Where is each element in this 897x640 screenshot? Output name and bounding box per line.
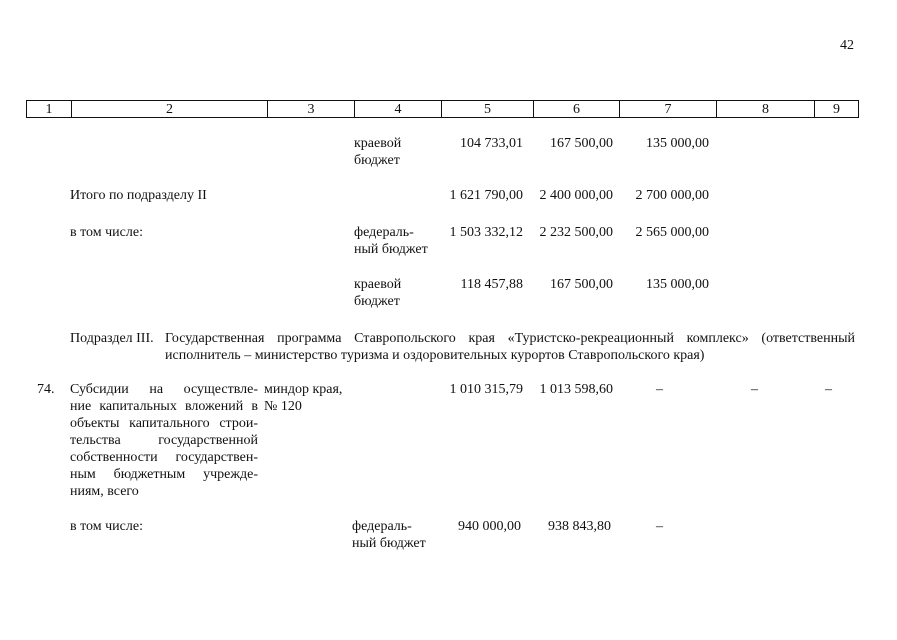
amount-col7: 2 700 000,00 xyxy=(635,188,709,203)
column-header-row xyxy=(26,100,859,118)
column-header-3: 3 xyxy=(268,101,355,118)
amount-col5: 104 733,01 xyxy=(460,136,523,151)
executor-line: миндор края, xyxy=(264,382,343,397)
amount-col9-dash: – xyxy=(825,382,832,397)
row-description: Итого по подразделу II xyxy=(70,188,207,203)
amount-col6: 2 400 000,00 xyxy=(539,188,613,203)
amount-col6: 167 500,00 xyxy=(550,136,613,151)
amount-col7: 135 000,00 xyxy=(646,277,709,292)
amount-col7-dash: – xyxy=(656,519,663,534)
row-description-line: объекты капитального строи- xyxy=(70,416,258,431)
column-header-6: 6 xyxy=(534,101,620,118)
amount-col6: 167 500,00 xyxy=(550,277,613,292)
column-header-8: 8 xyxy=(717,101,815,118)
subsection-label: Подраздел III. xyxy=(70,331,154,346)
column-header-5: 5 xyxy=(442,101,534,118)
row-description-line: тельства государственной xyxy=(70,433,258,448)
budget-source-label: ный бюджет xyxy=(352,536,426,551)
row-description-line: Субсидии на осуществле- xyxy=(70,382,258,397)
amount-col7: 2 565 000,00 xyxy=(635,225,709,240)
budget-source-label: краевой xyxy=(354,277,402,292)
amount-col7-dash: – xyxy=(656,382,663,397)
column-header-7: 7 xyxy=(620,101,717,118)
row-description-line: ным бюджетным учрежде- xyxy=(70,467,258,482)
amount-col5: 1 010 315,79 xyxy=(449,382,523,397)
row-description-line: собственности государствен- xyxy=(70,450,258,465)
subsection-title-line2: исполнитель – министерство туризма и оздоровительных курортов Ставропольского края) xyxy=(165,348,705,363)
page-number: 42 xyxy=(840,38,854,53)
executor-line: № 120 xyxy=(264,399,302,414)
amount-col6: 938 843,80 xyxy=(548,519,611,534)
column-header-2: 2 xyxy=(72,101,268,118)
row-description-line: ниям, всего xyxy=(70,484,139,499)
amount-col5: 940 000,00 xyxy=(458,519,521,534)
amount-col5: 1 621 790,00 xyxy=(449,188,523,203)
budget-source-label: бюджет xyxy=(354,153,400,168)
column-header-9: 9 xyxy=(815,101,859,118)
column-header-1: 1 xyxy=(27,101,72,118)
amount-col5: 118 457,88 xyxy=(460,277,523,292)
budget-source-label: ный бюджет xyxy=(354,242,428,257)
column-header-4: 4 xyxy=(355,101,442,118)
row-number: 74. xyxy=(37,382,55,397)
budget-source-label: федераль- xyxy=(352,519,412,534)
row-description-line: ние капитальных вложений в xyxy=(70,399,258,414)
amount-col7: 135 000,00 xyxy=(646,136,709,151)
amount-col8-dash: – xyxy=(751,382,758,397)
budget-source-label: федераль- xyxy=(354,225,414,240)
amount-col6: 2 232 500,00 xyxy=(539,225,613,240)
amount-col5: 1 503 332,12 xyxy=(449,225,523,240)
budget-source-label: краевой xyxy=(354,136,402,151)
row-description: в том числе: xyxy=(70,225,143,240)
subsection-title-line1: Государственная программа Ставропольского края «Туристско-рекреационный комплекс» (ответственный xyxy=(165,331,855,346)
budget-source-label: бюджет xyxy=(354,294,400,309)
amount-col6: 1 013 598,60 xyxy=(539,382,613,397)
row-description: в том числе: xyxy=(70,519,143,534)
